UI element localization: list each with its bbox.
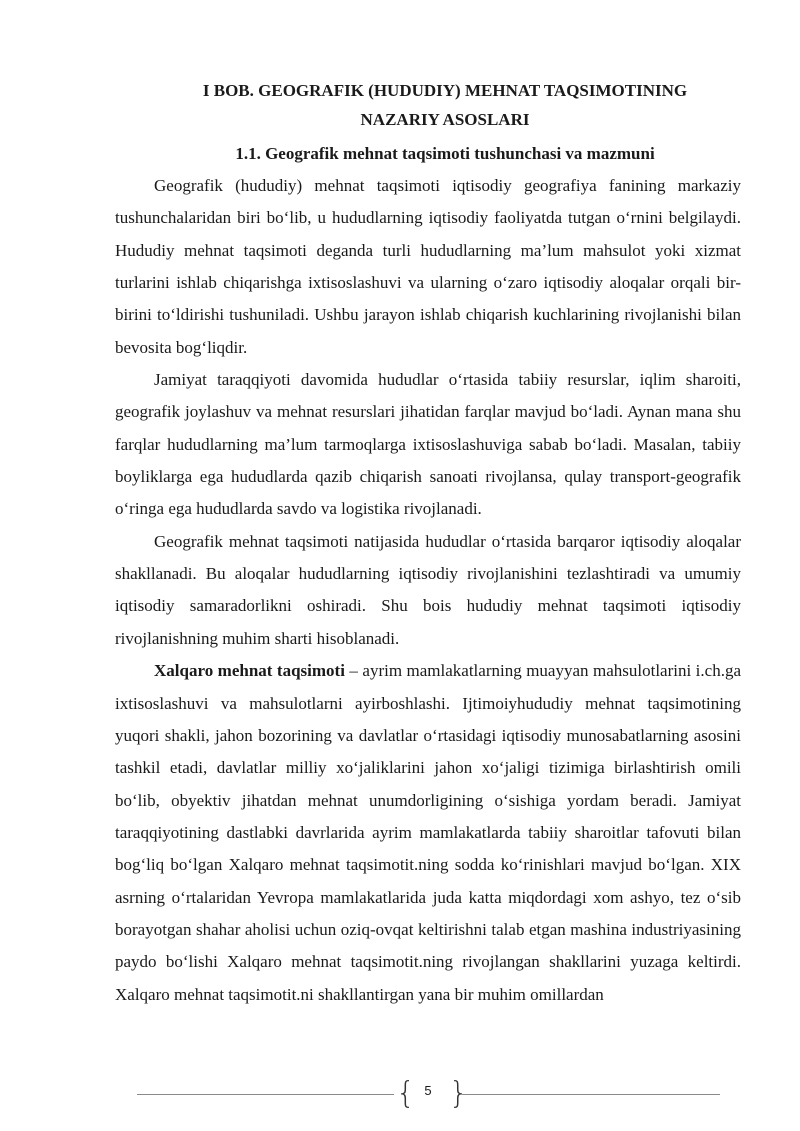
footer-rule-left	[137, 1094, 394, 1095]
paragraph-2: Jamiyat taraqqiyoti davomida hududlar o‘rtasida tabiiy resurslar, iqlim sharoiti, geografik joylashuv va mehnat resurslari jihatidan farqlar mavjud bo‘ladi. Aynan mana shu farqlar hududlarning ma’lum tarmoqlarga ixtisoslashuviga sabab bo‘ladi. Masalan, tabiiy boyliklarga ega hududlarda qazib chiqarish sanoati rivojlansa, qulay transport-geografik o‘ringa ega hududlarda savdo va logistika rivojlanadi.	[115, 370, 741, 519]
body-text	[115, 170, 741, 1011]
paragraph-1: Geografik (hududiy) mehnat taqsimoti iqtisodiy geografiya fanining markaziy tushunchalaridan biri bo‘lib, u hududlarning iqtisodiy faoliyatda tutgan o‘rnini belgilaydi. Hududiy mehnat taqsimoti deganda turli hududlarning ma’lum mahsulot yoki xizmat turlarini ishlab chiqarishga ixtisoslashuvi va ularning o‘zaro iqtisodiy aloqalar orqali bir-birini to‘ldirishi tushuniladi. Ushbu jarayon ishlab chiqarish kuchlarining rivojlanishi bilan bevosita bog‘liqdir.	[115, 176, 741, 357]
page-number: 5	[424, 1083, 432, 1098]
section-title: 1.1. Geografik mehnat taqsimoti tushunchasi va mazmuni	[235, 144, 655, 163]
term-xalqaro-mehnat-taqsimoti: Xalqaro mehnat taqsimoti	[154, 661, 345, 681]
chapter-title	[110, 76, 780, 134]
paragraph-4-text: – ayrim mamlakatlarning muayyan mahsulotlarini i.ch.ga ixtisoslashuvi va mahsulotlarni ayirboshlashi. Ijtimoiyhududiy mehnat taqsimotining yuqori shakli, jahon bozorining va davlatlar o‘rtasidagi iqtisodiy munosabatlarning asosini tashkil etadi, davlatlar milliy xo‘jaliklarini jahon xo‘jaligi tizimiga birlashtirish omili bo‘lib, obyektiv jihatdan mehnat unumdorligining o‘sishiga yordam beradi. Jamiyat taraqqiyotining dastlabki davrlarida ayrim mamlakatlarda tabiiy sharoitlar tafovuti bilan bog‘liq bo‘lgan Xalqaro mehnat taqsimotit.ning sodda ko‘rinishlari mavjud bo‘lgan. XIX asrning o‘rtalaridan Yevropa mamlakatlarida juda katta miqdordagi xom ashyo, tez o‘sib borayotgan shahar aholisi uchun oziq-ovqat keltirishni talab etgan mashina industriyasining paydo bo‘lishi Xalqaro mehnat taqsimotit.ning rivojlangan shakllarini yuzaga keltirdi. Xalqaro mehnat taqsimotit.ni shakllantirgan yana bir muhim omillardan	[115, 661, 741, 1004]
left-brace-icon: {	[396, 1076, 416, 1111]
right-brace-icon: }	[449, 1076, 469, 1111]
footer-rule-right	[462, 1094, 720, 1095]
chapter-title-line-2: NAZARIY ASOSLARI	[360, 110, 530, 129]
paragraph-4	[115, 655, 741, 1011]
chapter-title-line-1: I BOB. GEOGRAFIK (HUDUDIY) MEHNAT TAQSIMOTINING	[202, 81, 688, 100]
paragraph-3: Geografik mehnat taqsimoti natijasida hududlar o‘rtasida barqaror iqtisodiy aloqalar shakllanadi. Bu aloqalar hududlarning iqtisodiy rivojlanishini tezlashtiradi va umumiy iqtisodiy samaradorlikni oshiradi. Shu bois hududiy mehnat taqsimoti iqtisodiy rivojlanishning muhim sharti hisoblanadi.	[115, 531, 741, 648]
